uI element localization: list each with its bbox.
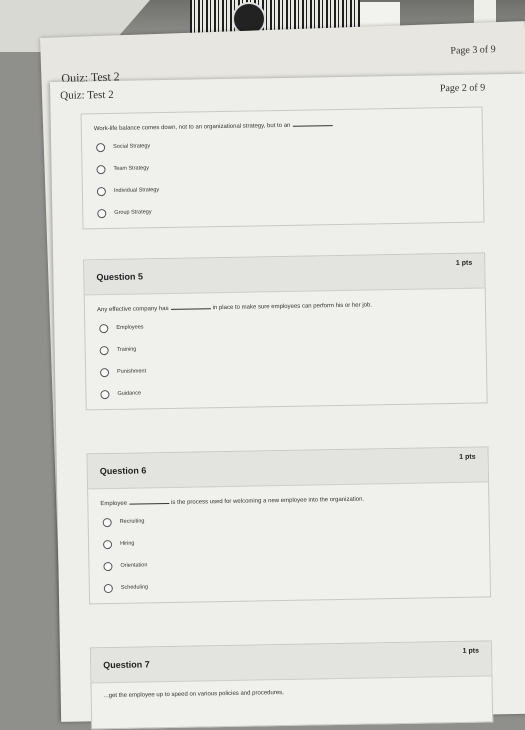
- radio-button[interactable]: [99, 324, 108, 333]
- option-orientation[interactable]: Orientation: [103, 548, 489, 577]
- question-4-text: Work-life balance comes down, not to an organizational strategy, but to an: [82, 107, 482, 136]
- quiz-title: Quiz: Test 2: [60, 88, 114, 102]
- option-hiring[interactable]: Hiring: [103, 526, 489, 555]
- radio-button[interactable]: [103, 539, 112, 548]
- radio-button[interactable]: [103, 561, 112, 570]
- radio-button[interactable]: [104, 583, 113, 592]
- answer-blank: [292, 120, 332, 127]
- question-5-card: [83, 252, 488, 410]
- option-punishment[interactable]: Punishment: [100, 354, 486, 383]
- answer-blank: [129, 498, 169, 505]
- question-7-header: [91, 641, 492, 683]
- radio-button[interactable]: [97, 209, 106, 218]
- question-6-card: [86, 446, 491, 604]
- page-indicator: Page 2 of 9: [439, 82, 486, 95]
- radio-button[interactable]: [97, 187, 106, 196]
- front-page: [50, 74, 525, 722]
- radio-button[interactable]: [100, 390, 109, 399]
- question-5-title: Question 5: [96, 271, 144, 283]
- option-recruiting[interactable]: Recruiting: [102, 504, 488, 533]
- option-team-strategy[interactable]: Team Strategy: [96, 151, 482, 180]
- question-7-text: ...get the employee up to speed on various policies and procedures,: [103, 690, 284, 700]
- question-6-title: Question 6: [99, 465, 147, 477]
- option-group-strategy[interactable]: Group Strategy: [97, 195, 483, 224]
- option-training[interactable]: Training: [99, 332, 485, 361]
- answer-blank: [171, 303, 211, 310]
- question-5-points: 1 pts: [455, 259, 473, 267]
- question-6-options: [88, 504, 490, 603]
- radio-button[interactable]: [96, 165, 105, 174]
- question-4-options: [82, 129, 484, 228]
- question-6-header: [88, 447, 489, 489]
- option-scheduling[interactable]: Scheduling: [104, 570, 490, 599]
- option-social-strategy[interactable]: Social Strategy: [96, 129, 482, 158]
- back-quiz-title: Quiz: Test 2: [61, 69, 120, 86]
- option-individual-strategy[interactable]: Individual Strategy: [97, 173, 483, 202]
- back-page-indicator: Page 3 of 9: [450, 44, 496, 57]
- question-7-title: Question 7: [103, 659, 150, 671]
- option-employees[interactable]: Employees: [99, 310, 485, 339]
- question-6-points: 1 pts: [459, 453, 476, 461]
- radio-button[interactable]: [100, 368, 109, 377]
- question-6-text: Employee is the process used for welcoming a new employee into the organization.: [100, 496, 365, 508]
- question-7-card: [90, 640, 493, 729]
- question-7-points: 1 pts: [462, 647, 480, 655]
- option-guidance[interactable]: Guidance: [100, 376, 486, 405]
- question-5-options: [85, 310, 487, 409]
- radio-button[interactable]: [100, 346, 109, 355]
- radio-button[interactable]: [96, 143, 105, 152]
- question-4-card: [81, 106, 485, 229]
- question-5-text: Any effective company has in place to make sure employees can perform his or her job.: [96, 302, 373, 314]
- radio-button[interactable]: [103, 517, 112, 526]
- question-5-header: [84, 253, 485, 295]
